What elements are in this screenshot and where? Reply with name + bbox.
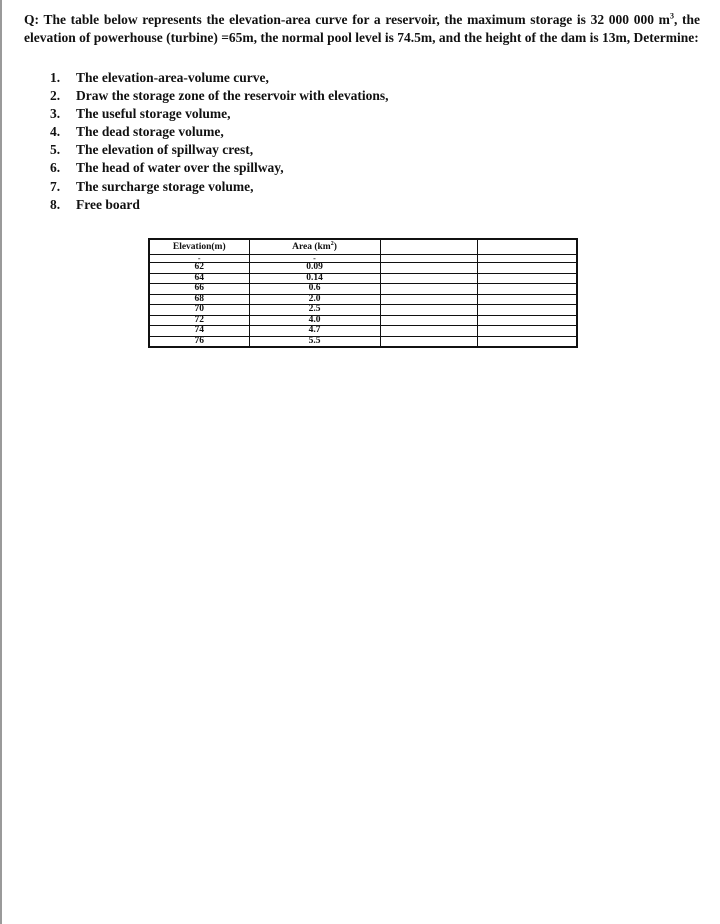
cubic-superscript: 3: [669, 11, 674, 21]
header-area-superscript: 2: [330, 240, 334, 247]
header-area-label: Area (km: [292, 242, 331, 252]
table-row: [149, 284, 577, 295]
empty-cell: [477, 273, 577, 284]
empty-cell: [477, 255, 577, 263]
cell-elevation: 74: [149, 326, 249, 337]
task-text: The elevation-area-volume curve,: [76, 70, 269, 85]
task-text: The surcharge storage volume,: [76, 178, 254, 194]
spacer-mark-area: -: [249, 255, 380, 263]
task-number: 4.: [50, 124, 61, 140]
task-text: Free board: [76, 196, 140, 212]
table-row: [149, 315, 577, 326]
table-spacer-row: [149, 255, 577, 263]
empty-cell: [380, 284, 477, 295]
page-left-border: [0, 0, 2, 924]
empty-cell: [380, 326, 477, 337]
task-number: 1.: [50, 70, 61, 85]
task-item: [50, 159, 389, 177]
task-number: 2.: [50, 88, 61, 104]
cell-elevation: 64: [149, 273, 249, 284]
empty-cell: [477, 315, 577, 326]
table-row: [149, 336, 577, 347]
table-header-row: [149, 239, 577, 255]
cell-area: 0.6: [249, 284, 380, 295]
question-part-1: Q: The table below represents the elevation-area curve for a reservoir, the maximum storage is 32 000 000 m: [24, 12, 670, 27]
task-item: [50, 178, 389, 196]
question-part-2: , the elevation of powerhouse (turbine) =65m, the normal pool level is 74.5m, and the height of the dam is 13m, Determine:: [24, 12, 700, 45]
task-text: The dead storage volume,: [76, 124, 224, 140]
task-number: 3.: [50, 106, 61, 122]
empty-cell: [477, 284, 577, 295]
empty-cell: [380, 263, 477, 274]
table-row: [149, 305, 577, 316]
table-row: [149, 263, 577, 274]
task-item: [50, 87, 389, 105]
cell-elevation: 62: [149, 263, 249, 274]
cell-elevation: 76: [149, 336, 249, 347]
task-item: [50, 105, 389, 123]
cell-elevation: 72: [149, 315, 249, 326]
empty-cell: [380, 255, 477, 263]
table-row: [149, 326, 577, 337]
cell-area: 2.5: [249, 305, 380, 316]
cell-elevation: 68: [149, 294, 249, 305]
spacer-mark-elevation: -: [149, 255, 249, 263]
cell-area: 2.0: [249, 294, 380, 305]
table-row: [149, 273, 577, 284]
task-number: 6.: [50, 160, 61, 176]
header-area-close: ): [333, 242, 337, 252]
task-list: [50, 69, 389, 214]
cell-area: 0.14: [249, 273, 380, 284]
task-number: 7.: [50, 178, 61, 194]
empty-cell: [380, 315, 477, 326]
cell-elevation: 70: [149, 305, 249, 316]
task-number: 8.: [50, 196, 61, 212]
header-empty-3: [380, 239, 477, 255]
empty-cell: [477, 336, 577, 347]
cell-elevation: 66: [149, 284, 249, 295]
task-text: The useful storage volume,: [76, 106, 231, 122]
empty-cell: [380, 294, 477, 305]
empty-cell: [477, 294, 577, 305]
header-elevation: Elevation(m): [149, 239, 249, 255]
empty-cell: [477, 326, 577, 337]
task-item: [50, 123, 389, 141]
empty-cell: [477, 263, 577, 274]
task-number: 5.: [50, 142, 61, 158]
cell-area: 4.0: [249, 315, 380, 326]
header-empty-4: [477, 239, 577, 255]
cell-area: 5.5: [249, 336, 380, 347]
task-text: Draw the storage zone of the reservoir with elevations,: [76, 88, 389, 104]
task-item: [50, 69, 389, 87]
task-item: [50, 196, 389, 214]
elevation-area-table: [148, 238, 578, 348]
table-row: [149, 294, 577, 305]
empty-cell: [477, 305, 577, 316]
empty-cell: [380, 305, 477, 316]
cell-area: 0.09: [249, 263, 380, 274]
cell-area: 4.7: [249, 326, 380, 337]
task-text: The head of water over the spillway,: [76, 160, 284, 176]
empty-cell: [380, 336, 477, 347]
question-text: [24, 11, 700, 46]
task-text: The elevation of spillway crest,: [76, 142, 254, 158]
header-area: [249, 239, 380, 255]
task-item: [50, 141, 389, 159]
empty-cell: [380, 273, 477, 284]
